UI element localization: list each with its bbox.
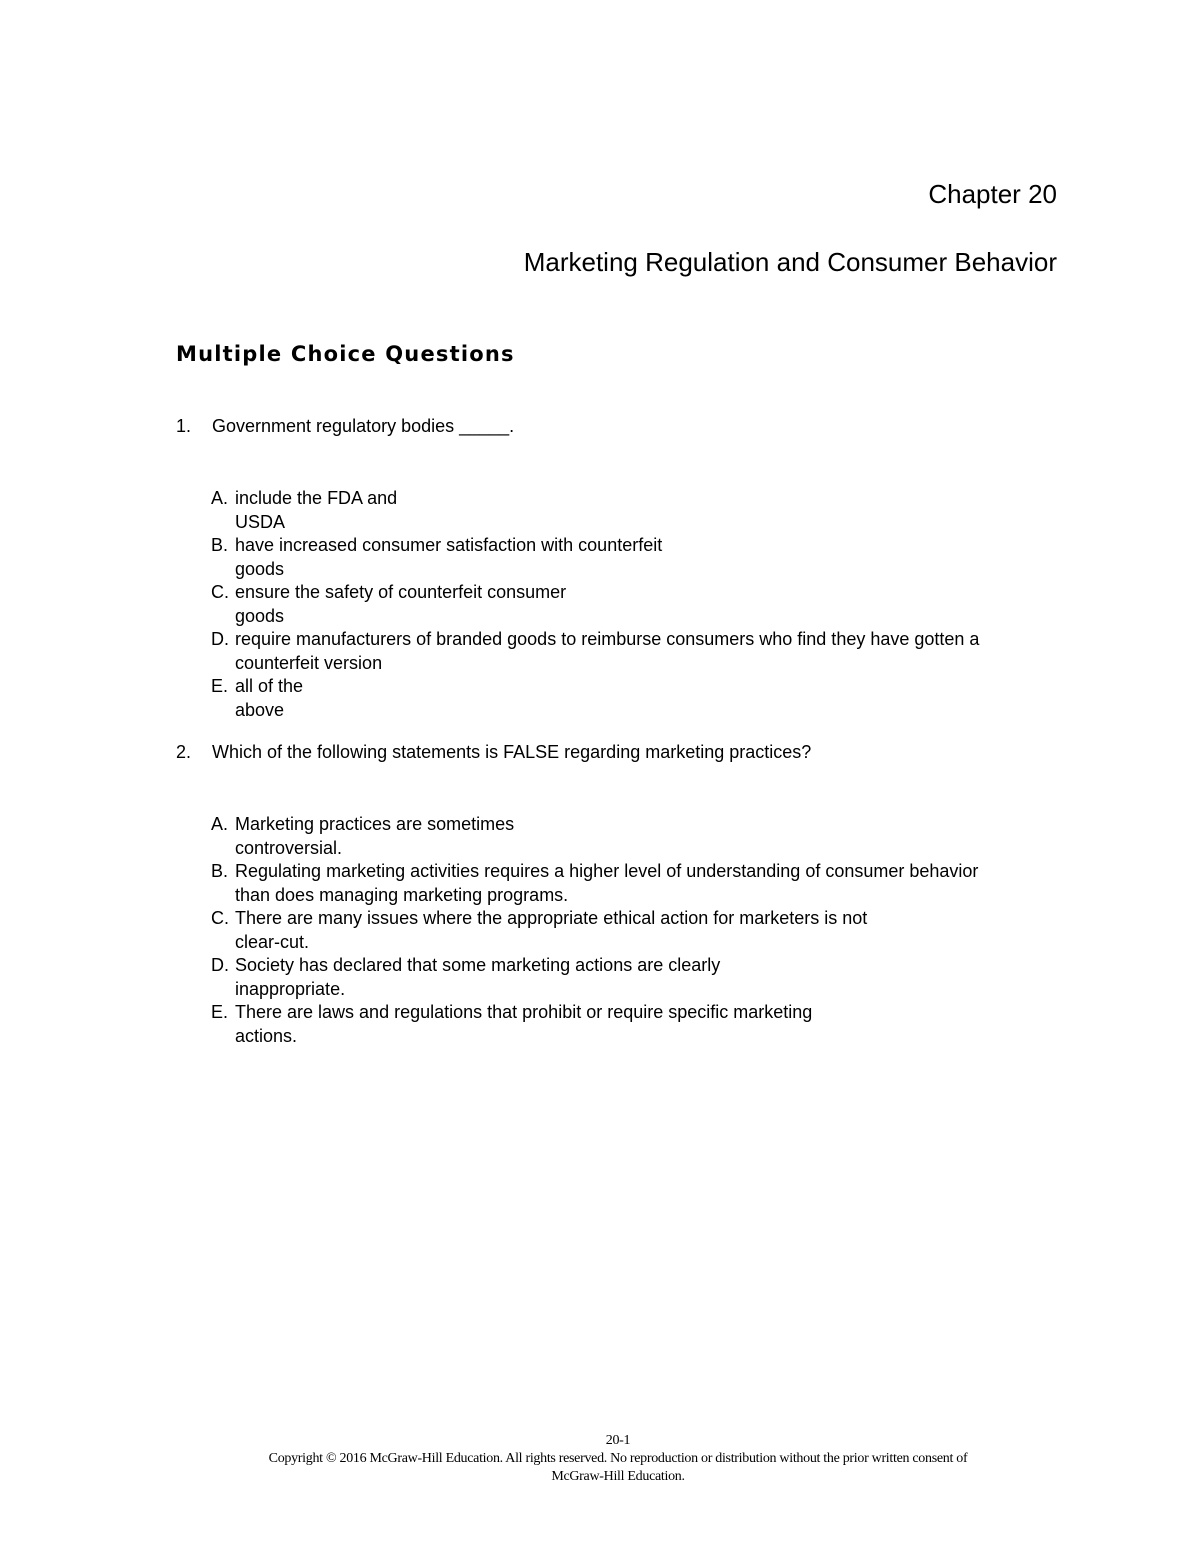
option-c xyxy=(211,581,1071,628)
option-e xyxy=(211,675,1071,722)
option-text-line: USDA xyxy=(235,511,286,532)
option-letter: C. xyxy=(211,908,229,928)
option-letter: B. xyxy=(211,535,229,555)
option-text-line: actions. xyxy=(235,1025,298,1046)
question-1-options xyxy=(211,487,1071,722)
chapter-title: Marketing Regulation and Consumer Behavior xyxy=(523,247,1057,277)
option-letter: A. xyxy=(211,814,229,834)
option-b xyxy=(211,860,1071,907)
option-b xyxy=(211,534,1071,581)
question-text: Which of the following statements is FALSE regarding marketing practices? xyxy=(212,742,812,762)
option-a xyxy=(211,813,1071,860)
option-text-line: Regulating marketing activities requires a higher level of understanding of consumer behavior xyxy=(235,861,979,881)
option-text-line: goods xyxy=(235,558,285,579)
copyright-line: Copyright © 2016 McGraw-Hill Education. All rights reserved. No reproduction or distribution without the prior written consent of xyxy=(268,1451,968,1466)
chapter-label: Chapter 20 xyxy=(928,179,1057,209)
question-number: 1. xyxy=(176,416,192,436)
option-d xyxy=(211,954,1071,1001)
option-text-line: above xyxy=(235,699,285,720)
option-text-line: all of the xyxy=(235,676,304,696)
option-text-line: controversial. xyxy=(235,837,343,858)
question-text: Government regulatory bodies _____. xyxy=(212,416,515,436)
option-text-line: Marketing practices are sometimes xyxy=(235,814,515,834)
copyright-line: McGraw-Hill Education. xyxy=(551,1469,685,1484)
option-text-line: There are many issues where the appropriate ethical action for marketers is not xyxy=(235,908,868,928)
option-d xyxy=(211,628,1071,675)
option-letter: D. xyxy=(211,955,229,975)
option-text-line: counterfeit version xyxy=(235,652,383,673)
option-text-line: goods xyxy=(235,605,285,626)
option-letter: E. xyxy=(211,1002,229,1022)
option-letter: B. xyxy=(211,861,229,881)
option-text-line: clear-cut. xyxy=(235,931,310,952)
option-e xyxy=(211,1001,1071,1048)
option-text-line: require manufacturers of branded goods to reimburse consumers who find they have gotten a xyxy=(235,629,980,649)
option-c xyxy=(211,907,1071,954)
option-text-line: There are laws and regulations that prohibit or require specific marketing xyxy=(235,1002,813,1022)
option-text-line: Society has declared that some marketing actions are clearly xyxy=(235,955,721,975)
option-text-line: have increased consumer satisfaction with counterfeit xyxy=(235,535,663,555)
option-text-line: ensure the safety of counterfeit consumer xyxy=(235,582,567,602)
option-text-line: than does managing marketing programs. xyxy=(235,884,569,905)
page-footer xyxy=(0,1432,1200,1486)
section-heading: Multiple Choice Questions xyxy=(176,342,515,366)
option-letter: A. xyxy=(211,488,229,508)
question-2-options xyxy=(211,813,1071,1048)
option-letter: E. xyxy=(211,676,229,696)
question-number: 2. xyxy=(176,742,192,762)
page-number: 20-1 xyxy=(605,1433,631,1448)
option-text-line: include the FDA and xyxy=(235,488,398,508)
option-letter: C. xyxy=(211,582,229,602)
option-a xyxy=(211,487,1071,534)
option-letter: D. xyxy=(211,629,229,649)
option-text-line: inappropriate. xyxy=(235,978,346,999)
